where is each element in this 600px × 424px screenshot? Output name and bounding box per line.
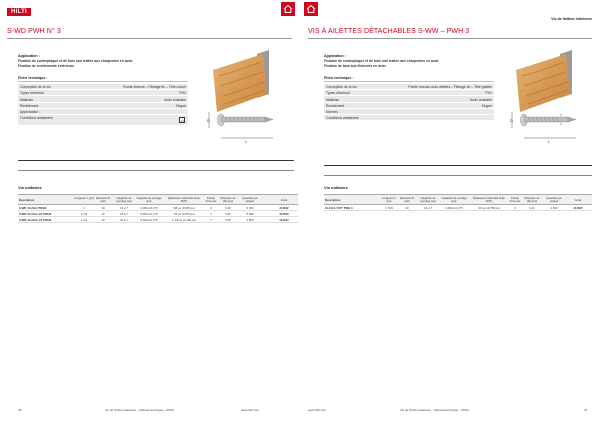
section-divider xyxy=(324,165,592,166)
footer-url[interactable]: www.hilti.com xyxy=(308,408,327,412)
cell-code: 311635 xyxy=(573,206,583,211)
spec-label: Fiche technique : xyxy=(324,76,354,80)
section-divider xyxy=(18,170,294,171)
header-code: Code xyxy=(574,198,582,202)
spec-value: Zingué xyxy=(481,103,492,108)
header-head-diameter: Diamètre de tête [po] xyxy=(220,196,236,204)
spec-label: Fiche technique : xyxy=(18,76,48,80)
cell-diameter: 10 xyxy=(101,218,105,223)
header-clamping-capacity: Capacité de serrage [po] xyxy=(136,196,162,204)
unit-screws-label: Vis unitaires xyxy=(18,185,42,190)
screw-illustration xyxy=(205,50,285,145)
cell-quantity: 3 500 xyxy=(246,218,254,223)
spec-key: Conception de la vis xyxy=(326,85,357,90)
svg-text:D: D xyxy=(510,118,513,123)
cell-clamping: 0,060 à 0,175 xyxy=(140,212,158,217)
right-page xyxy=(300,0,600,424)
cell-description: S-WD 10-24x1-1/2 PWH3 xyxy=(19,218,52,223)
cell-drilling: 16 à 7 xyxy=(424,206,432,211)
footer-page-number: 47 xyxy=(584,408,588,412)
spec-row xyxy=(18,115,188,126)
footer-page-number: 46 xyxy=(18,408,22,412)
footer-url[interactable]: www.hilti.com xyxy=(241,408,260,412)
application-label: Application : xyxy=(324,54,346,58)
table-header xyxy=(18,194,298,205)
cell-clamping: 0,060 à 0,175 xyxy=(140,218,158,223)
cell-max-thickness: 5/8 po (0,625 po) xyxy=(173,206,195,211)
cell-diameter: 10 xyxy=(405,206,409,211)
cell-max-thickness: 1 1/8 po (1,125 po) xyxy=(172,218,196,223)
cell-quantity: 5 000 xyxy=(246,212,254,217)
cell-length: 1 1/4 xyxy=(80,212,88,217)
spec-row xyxy=(324,115,494,121)
spec-key: Revêtement xyxy=(20,103,39,108)
cell-drilling: 16 à 7 xyxy=(120,206,128,211)
svg-text:L: L xyxy=(245,139,248,144)
spec-key: Approbation : xyxy=(20,109,41,114)
spec-divider xyxy=(18,81,188,82)
spec-key: Types d'embout xyxy=(20,91,44,96)
header-drilling-capacity: Capacité de perçage [po] xyxy=(420,196,436,204)
unit-screws-table xyxy=(18,194,298,223)
cell-length: 1 xyxy=(83,206,85,211)
cell-code: 311634 xyxy=(279,218,289,223)
footer-title: Vis de finition intérieure – Manuel technique – 05/22 xyxy=(400,408,469,412)
unit-screws-table xyxy=(324,194,592,211)
svg-text:L: L xyxy=(548,139,551,144)
spec-key: Types d'embout xyxy=(326,91,350,96)
header-length: Longueur L [po] xyxy=(74,196,94,200)
home-icon[interactable] xyxy=(281,2,295,16)
cell-drill-point: 3 xyxy=(210,218,212,223)
cell-max-thickness: 7/8 po (0,875 po) xyxy=(173,212,195,217)
cell-max-thickness: 3/4 po (0,750 po) xyxy=(478,206,500,211)
cell-head-diameter: 0,45 xyxy=(225,206,231,211)
cell-head-diameter: 0,45 xyxy=(225,218,231,223)
spec-value: Pointe foreuse – Filetage fin – Tête cornet xyxy=(122,85,186,90)
application-label: Application : xyxy=(18,54,40,58)
header-length: Longueur L [po] xyxy=(381,196,397,204)
spec-value: Pointe foreuse avec ailettes – Filetage fin – Tête galette xyxy=(408,85,492,90)
header-description: Description xyxy=(325,198,341,202)
page-title: VIS À AILETTES DÉTACHABLES S-WW – PWH 3 xyxy=(308,28,470,35)
spec-key: Matériau xyxy=(20,97,34,102)
application-line: Fixation de revêtements extérieurs xyxy=(18,63,74,68)
spec-divider xyxy=(324,81,494,82)
spec-table xyxy=(18,84,188,126)
header-drilling-capacity: Capacité de perçage [po] xyxy=(116,196,132,204)
cell-clamping: 0,060 à 0,175 xyxy=(140,206,158,211)
spec-table xyxy=(324,84,494,121)
cell-diameter: 10 xyxy=(101,212,105,217)
header-code: Code xyxy=(280,198,288,202)
cell-code: 311632 xyxy=(279,206,289,211)
spec-value: PH2 xyxy=(485,91,492,96)
table-header xyxy=(324,194,592,205)
cell-diameter: 10 xyxy=(101,206,105,211)
spec-value: PH2 xyxy=(179,91,186,96)
page-title: S-WD PWH N° 3 xyxy=(7,28,61,35)
screw-illustration xyxy=(508,50,588,145)
cell-length: 1 1/2 xyxy=(80,218,88,223)
header-drill-point: Pointe forceuse xyxy=(509,196,521,204)
application-line: Fixation de contreplaqué et de bois non traités aux charpentes en acier xyxy=(18,59,133,63)
header-description: Description xyxy=(19,198,35,202)
spec-key: Conception de la vis xyxy=(20,85,51,90)
cell-clamping: 0,060 à 0,175 xyxy=(445,206,463,211)
cell-quantity: 6 000 xyxy=(246,206,254,211)
cell-length: 1 7/16 xyxy=(385,206,393,211)
hilti-logo: HILTI xyxy=(7,8,31,16)
header-drill-point: Pointe forceuse xyxy=(205,196,217,204)
cell-drilling: 16 à 7 xyxy=(120,218,128,223)
spec-key: Revêtement xyxy=(326,103,345,108)
svg-text:D: D xyxy=(207,118,210,123)
cell-description: S-WD 10-24x1-1/4 PWH3 xyxy=(19,212,52,217)
home-icon[interactable] xyxy=(304,2,318,16)
section-divider xyxy=(324,175,592,176)
header-max-thickness: Épaisseur maximale fixée (tMT) xyxy=(168,196,200,204)
section-label: Vis de finition intérieure xyxy=(551,17,592,21)
cell-drill-point: 3 xyxy=(514,206,516,211)
application-line: Fixation de contreplaqué et de bois non traités aux charpentes en acier xyxy=(324,59,439,63)
cell-quantity: 4 600 xyxy=(550,206,558,211)
section-divider xyxy=(18,160,294,161)
cell-code: 311633 xyxy=(279,212,289,217)
application-line: Fixation de bois aux éléments en acier xyxy=(324,63,386,68)
cell-drill-point: 3 xyxy=(210,206,212,211)
header-head-diameter: Diamètre de tête [po] xyxy=(524,196,540,204)
cell-drilling: 16 à 7 xyxy=(120,212,128,217)
spec-key: Matériau xyxy=(326,97,340,102)
title-divider xyxy=(308,38,592,39)
spec-value: Zingué xyxy=(175,103,186,108)
title-divider xyxy=(7,38,292,39)
table-row xyxy=(324,205,592,211)
footer-title: Vis de finition intérieure – Manuel technique – 05/22 xyxy=(105,408,174,412)
spec-key: Conditions ambiantes xyxy=(20,116,53,121)
unit-screws-label: Vis unitaires xyxy=(324,185,348,190)
header-quantity: Quantité par paquet xyxy=(546,196,562,204)
header-clamping-capacity: Capacité de serrage [po] xyxy=(441,196,467,204)
header-diameter: Diamètre D [cal] xyxy=(399,196,415,204)
spec-value: Acier ordinaire xyxy=(164,97,186,102)
header-max-thickness: Épaisseur maximale fixée (tMT) xyxy=(473,196,505,204)
spec-key: Normes xyxy=(326,109,338,114)
cell-head-diameter: 0,41 xyxy=(529,206,535,211)
cell-head-diameter: 0,45 xyxy=(225,212,231,217)
spec-key: Conditions ambiantes xyxy=(326,116,359,121)
cell-description: S-WD 10-24x1 PWH3 xyxy=(19,206,47,211)
table-row xyxy=(18,217,298,223)
cell-drill-point: 3 xyxy=(210,212,212,217)
header-quantity: Quantité par paquet xyxy=(242,196,258,204)
spec-value: Acier ordinaire xyxy=(470,97,492,102)
header-diameter: Diamètre D [cal] xyxy=(95,196,111,204)
cell-description: 10-24x1-7/16" PWH 3 xyxy=(325,206,353,211)
indoor-environment-icon xyxy=(179,117,185,123)
